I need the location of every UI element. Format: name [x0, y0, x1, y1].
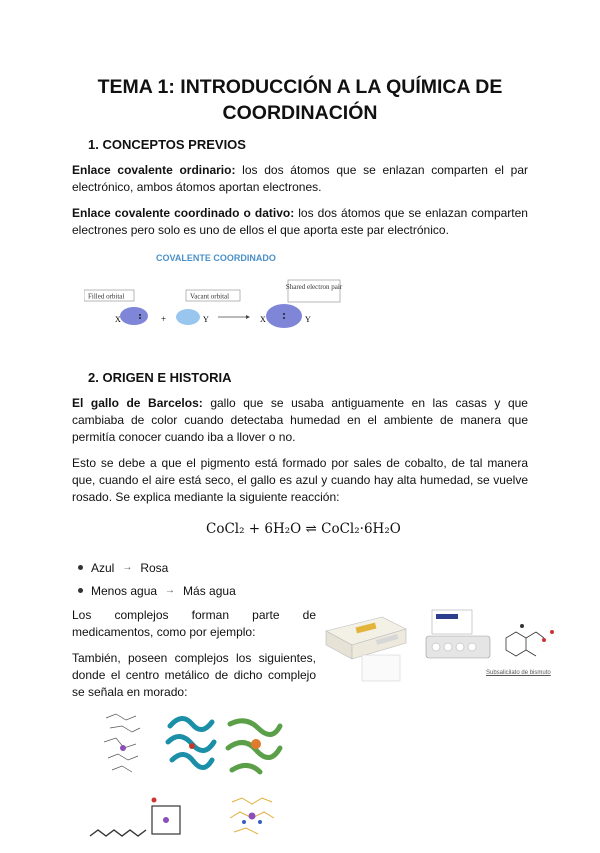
x-atom-2: X: [260, 315, 266, 324]
coordinate-bond-diagram: [84, 250, 354, 330]
tablets-image: [424, 604, 494, 666]
text-dativo: los dos átomos que se enlazan comparten electrones pero solo es uno de ellos el que aporta este par electrónico.: [72, 206, 528, 237]
section-heading-1: 1. CONCEPTOS PREVIOS: [88, 137, 246, 152]
bullet-icon: [78, 565, 83, 570]
paragraph-gallo-barcelos: [72, 395, 528, 446]
hemoglobin-image: [162, 712, 220, 784]
bullet-icon: [78, 588, 83, 593]
reaction-equation: CoCl₂ + 6H₂O ⇌ CoCl₂·6H₂O: [206, 521, 401, 537]
bullet-water-b: Más agua: [183, 583, 236, 598]
term-ordinario: Enlace covalente ordinario:: [72, 163, 236, 177]
paragraph-cobalto: Esto se debe a que el pigmento está formado por sales de cobalto, de tal manera que, cuando el aire está seco, el gallo es azul y cuando hay alta humedad, se vuelve rosado. Se explica mediante la siguiente reacción:: [72, 456, 528, 504]
bullet-water-a: Menos agua: [91, 583, 158, 598]
bullet-color-a: Azul: [91, 560, 115, 575]
subsalicylate-caption: Subsalicilato de bismuto: [486, 670, 551, 676]
label-shared-pair: [286, 283, 343, 291]
arrow-icon: →: [122, 562, 133, 573]
paragraph-covalente-dativo: [72, 205, 528, 239]
metal-complex-structure-image: [222, 792, 282, 842]
paragraph-complejos: También, poseen complejos los siguientes, donde el centro metálico de dicho complejo se señala en morado:: [72, 651, 316, 699]
subsalicylate-structure-image: [486, 618, 564, 682]
y-atom-2: Y: [305, 315, 311, 324]
x-atom-1: X: [115, 315, 121, 324]
arrow-icon: →: [165, 585, 176, 596]
label-shared-pair-text: Shared electron pair: [285, 283, 343, 291]
chlorophyll-structure-image: [88, 792, 198, 848]
chlorophyll-protein-image: [224, 714, 284, 782]
page-title: TEMA 1: INTRODUCCIÓN A LA QUÍMICA DE COORDINACIÓN: [97, 76, 503, 124]
y-atom-1: Y: [203, 315, 209, 324]
paragraph-medicamentos: Los complejos forman parte de medicamentos, como por ejemplo:: [72, 608, 316, 639]
text-ordinario: los dos átomos que se enlazan comparten el par electrónico, ambos átomos aportan electrones.: [72, 163, 528, 194]
term-dativo: Enlace covalente coordinado o dativo:: [72, 206, 295, 220]
plus-sign: +: [161, 314, 167, 324]
bullet-color-b: Rosa: [140, 560, 169, 575]
section-heading-2: 2. ORIGEN E HISTORIA: [88, 370, 232, 385]
color-bullet-list: [78, 556, 236, 602]
text-gallo: gallo que se usaba antiguamente en las casas y que cambiaba de color cuando detectaba humedad en el ambiente de manera que permitía conocer cuando iba a llover o no.: [72, 396, 528, 444]
term-gallo: El gallo de Barcelos:: [72, 396, 203, 410]
medicine-box-image: [322, 603, 410, 683]
label-vacant-orbital: Vacant orbital: [190, 292, 230, 301]
bullet-item-color: [78, 556, 236, 579]
diagram-title: COVALENTE COORDINADO: [156, 253, 276, 263]
paragraph-covalente-ordinario: [72, 162, 528, 196]
label-filled-orbital: Filled orbital: [88, 292, 125, 301]
vitamin-b12-image: [96, 708, 150, 788]
bullet-item-water: [78, 579, 236, 602]
